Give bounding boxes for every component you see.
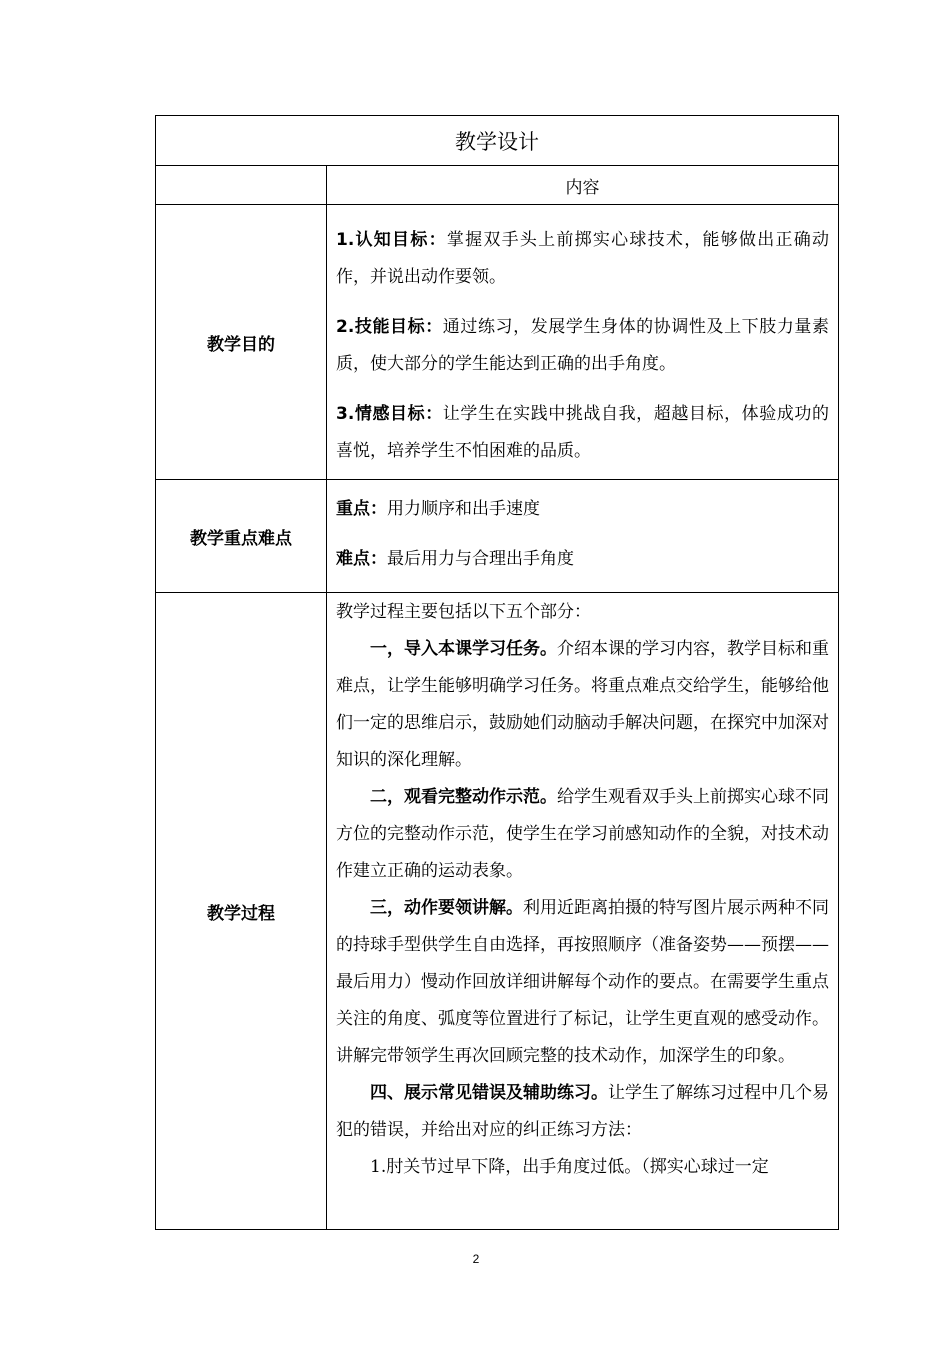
process-label: 教学过程: [156, 593, 327, 1230]
process-last-line: 1.肘关节过早下降，出手角度过低。（掷实心球过一定: [370, 1157, 769, 1177]
process-step: 一，导入本课学习任务。介绍本课的学习内容，教学目标和重难点，让学生能够明确学习任务。将重点难点交给学生，能够给他们一定的思维启示，鼓励她们动脑动手解决问题，在探究中加深对知识的深化理解。: [336, 639, 829, 770]
objectives-content: [327, 205, 839, 480]
process-step: 二，观看完整动作示范。给学生观看双手头上前掷实心球不同方位的完整动作示范，使学生在学习前感知动作的全貌，对技术动作建立正确的运动表象。: [336, 787, 829, 881]
objectives-label: 教学目的: [156, 205, 327, 480]
table-title: 教学设计: [156, 116, 839, 166]
focus-line: 重点：用力顺序和出手速度: [336, 499, 540, 519]
page-number: 2: [472, 1252, 480, 1266]
header-empty-cell: [156, 166, 327, 205]
objective-item: 3.情感目标：让学生在实践中挑战自我，超越目标，体验成功的喜悦，培养学生不怕困难的品质。: [336, 404, 829, 461]
difficulty-line: 难点：最后用力与合理出手角度: [336, 549, 574, 569]
process-content: [327, 593, 839, 1230]
process-intro: 教学过程主要包括以下五个部分：: [336, 602, 591, 622]
process-step: 三，动作要领讲解。利用近距离拍摄的特写图片展示两种不同的持球手型供学生自由选择，再按照顺序（准备姿势——预摆——最后用力）慢动作回放详细讲解每个动作的要点。在需要学生重点关注的角度、弧度等位置进行了标记，让学生更直观的感受动作。讲解完带领学生再次回顾完整的技术动作，加深学生的印象。: [336, 898, 829, 1066]
process-step: 四、展示常见错误及辅助练习。让学生了解练习过程中几个易犯的错误，并给出对应的纠正练习方法：: [336, 1083, 829, 1140]
key-points-label: 教学重点难点: [156, 480, 327, 593]
lesson-design-table: [155, 115, 839, 1230]
key-points-content: [327, 480, 839, 593]
objective-item: 2.技能目标：通过练习，发展学生身体的协调性及上下肢力量素质，使大部分的学生能达到正确的出手角度。: [336, 317, 829, 374]
objective-item: 1.认知目标：掌握双手头上前掷实心球技术，能够做出正确动作，并说出动作要领。: [336, 230, 829, 287]
content-header: 内容: [327, 166, 839, 205]
